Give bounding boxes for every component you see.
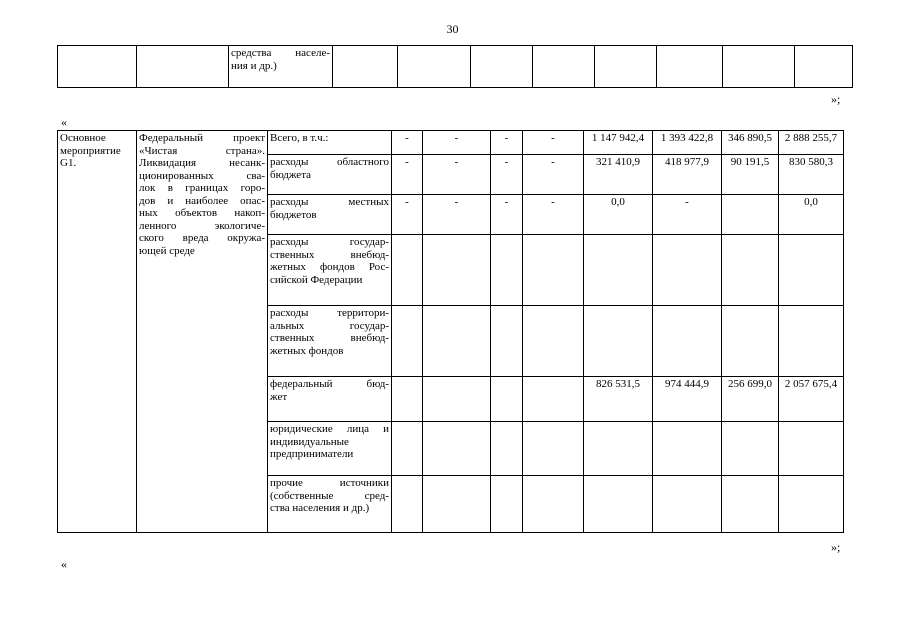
table-row — [58, 46, 853, 88]
cell-text-line: федеральный бюд- — [270, 378, 389, 390]
cell-text-line: ства населения и др.) — [270, 502, 370, 514]
cell-text-line: жетных фондов — [270, 344, 344, 357]
cell-text-line: ционированных сва- — [139, 169, 265, 182]
amount-cell: 321 410,9 — [584, 155, 653, 195]
cell-text-line: прочие источники — [270, 477, 389, 489]
cell-text-line: юридические лица и — [270, 423, 389, 435]
cell-text-line: ственных внебюд- — [270, 332, 389, 344]
opening-quote: « — [61, 557, 67, 571]
page-number: 30 — [446, 22, 459, 36]
amount-cell: 418 977,9 — [653, 155, 722, 195]
year-value-cell — [523, 422, 584, 476]
cell-text-line: расходы местных — [270, 196, 389, 208]
closing-quote: »; — [831, 540, 841, 554]
year-value-cell — [392, 377, 423, 422]
table-cell — [398, 46, 471, 88]
amount-cell: 2 888 255,7 — [779, 131, 844, 155]
funding-source-cell — [268, 155, 392, 195]
cell-text-line: жетных фондов Рос- — [270, 261, 389, 273]
funding-source-cell — [268, 377, 392, 422]
closing-quote: »; — [831, 92, 841, 106]
amount-cell: 0,0 — [779, 195, 844, 235]
cell-text-line: ных объектов накоп- — [139, 207, 265, 219]
cell-text-line: Ликвидация несанк- — [139, 157, 265, 169]
cell-text-line: ского вреда окружа- — [139, 232, 265, 244]
funding-source-cell — [268, 422, 392, 476]
year-value-cell — [523, 377, 584, 422]
cell-text-line: альных государ- — [270, 319, 389, 332]
cell-text-line: дов и наиболее опас- — [139, 194, 265, 207]
opening-quote: « — [61, 115, 67, 129]
year-value-cell — [423, 422, 491, 476]
amount-cell: 256 699,0 — [722, 377, 779, 422]
year-value-cell — [523, 476, 584, 533]
table-cell — [533, 46, 595, 88]
funding-source-cell — [268, 195, 392, 235]
cell-text-line: (собственные сред- — [270, 489, 389, 502]
project-description-cell — [137, 131, 268, 533]
year-value-cell — [491, 235, 523, 306]
cell-text-line: бюджета — [270, 168, 312, 181]
amount-cell — [653, 306, 722, 377]
amount-cell — [653, 235, 722, 306]
amount-cell — [584, 306, 653, 377]
amount-cell — [722, 422, 779, 476]
year-value-cell: - — [523, 155, 584, 195]
table-cell — [229, 46, 333, 88]
amount-cell — [779, 422, 844, 476]
table-cell — [471, 46, 533, 88]
cell-text-line: предприниматели — [270, 448, 354, 460]
year-value-cell — [423, 306, 491, 377]
funding-source-cell — [268, 476, 392, 533]
year-value-cell — [423, 235, 491, 306]
table-cell — [795, 46, 853, 88]
amount-cell: - — [653, 195, 722, 235]
year-value-cell — [523, 306, 584, 377]
amount-cell — [584, 422, 653, 476]
year-value-cell — [423, 476, 491, 533]
year-value-cell — [392, 476, 423, 533]
table-row — [58, 131, 844, 155]
year-value-cell: - — [491, 195, 523, 235]
cell-text-line: расходы территори- — [270, 307, 389, 319]
year-value-cell: - — [423, 155, 491, 195]
amount-cell — [653, 476, 722, 533]
funding-source-cell — [268, 131, 392, 155]
cell-text-line: Всего, в т.ч.: — [270, 132, 329, 144]
year-value-cell — [392, 306, 423, 377]
amount-cell: 1 147 942,4 — [584, 131, 653, 155]
year-value-cell: - — [392, 195, 423, 235]
amount-cell — [584, 476, 653, 533]
cell-text-line: ленного экологиче- — [139, 219, 265, 232]
cell-text-line: ния и др.) — [231, 59, 277, 72]
funding-source-cell — [268, 306, 392, 377]
table-cell — [657, 46, 723, 88]
amount-cell — [779, 476, 844, 533]
cell-text-line: G1. — [60, 157, 77, 169]
cell-text-line: средства населе- — [231, 47, 330, 59]
amount-cell — [779, 306, 844, 377]
funding-table — [57, 130, 844, 533]
year-value-cell — [491, 476, 523, 533]
year-value-cell — [392, 235, 423, 306]
cell-text-line: индивидуальные — [270, 435, 349, 448]
year-value-cell: - — [423, 131, 491, 155]
cell-text-line: бюджетов — [270, 208, 317, 221]
table-cell — [333, 46, 398, 88]
year-value-cell — [523, 235, 584, 306]
year-value-cell — [423, 377, 491, 422]
year-value-cell: - — [491, 155, 523, 195]
cell-text-line: сийской Федерации — [270, 273, 363, 286]
amount-cell — [779, 235, 844, 306]
year-value-cell: - — [491, 131, 523, 155]
amount-cell: 346 890,5 — [722, 131, 779, 155]
cell-text-line: расходы государ- — [270, 236, 389, 248]
amount-cell — [653, 422, 722, 476]
cell-text-line: ственных внебюд- — [270, 248, 389, 261]
amount-cell — [722, 235, 779, 306]
cell-text-line: жет — [270, 390, 288, 403]
amount-cell: 2 057 675,4 — [779, 377, 844, 422]
cell-text-line: Основное — [60, 132, 106, 144]
amount-cell — [722, 476, 779, 533]
amount-cell: 830 580,3 — [779, 155, 844, 195]
amount-cell: 974 444,9 — [653, 377, 722, 422]
amount-cell — [722, 195, 779, 235]
amount-cell: 1 393 422,8 — [653, 131, 722, 155]
year-value-cell — [491, 377, 523, 422]
year-value-cell: - — [423, 195, 491, 235]
year-value-cell — [491, 422, 523, 476]
table-cell — [723, 46, 795, 88]
funding-source-cell — [268, 235, 392, 306]
table-cell — [58, 46, 137, 88]
cell-text-line: Федеральный проект — [139, 132, 265, 144]
amount-cell — [584, 235, 653, 306]
year-value-cell — [392, 422, 423, 476]
cell-text-line: лок в границах горо- — [139, 182, 265, 194]
cell-text-line: расходы областного — [270, 156, 389, 168]
year-value-cell — [491, 306, 523, 377]
cell-text-line: «Чистая страна». — [139, 144, 265, 157]
year-value-cell: - — [392, 155, 423, 195]
continuation-table — [57, 45, 853, 88]
year-value-cell: - — [523, 131, 584, 155]
year-value-cell: - — [523, 195, 584, 235]
activity-type-cell — [58, 131, 137, 533]
amount-cell: 0,0 — [584, 195, 653, 235]
cell-text-line: мероприятие — [60, 144, 121, 157]
amount-cell: 90 191,5 — [722, 155, 779, 195]
table-cell — [137, 46, 229, 88]
amount-cell — [722, 306, 779, 377]
amount-cell: 826 531,5 — [584, 377, 653, 422]
year-value-cell: - — [392, 131, 423, 155]
cell-text-line: ющей среде — [139, 244, 195, 257]
table-cell — [595, 46, 657, 88]
